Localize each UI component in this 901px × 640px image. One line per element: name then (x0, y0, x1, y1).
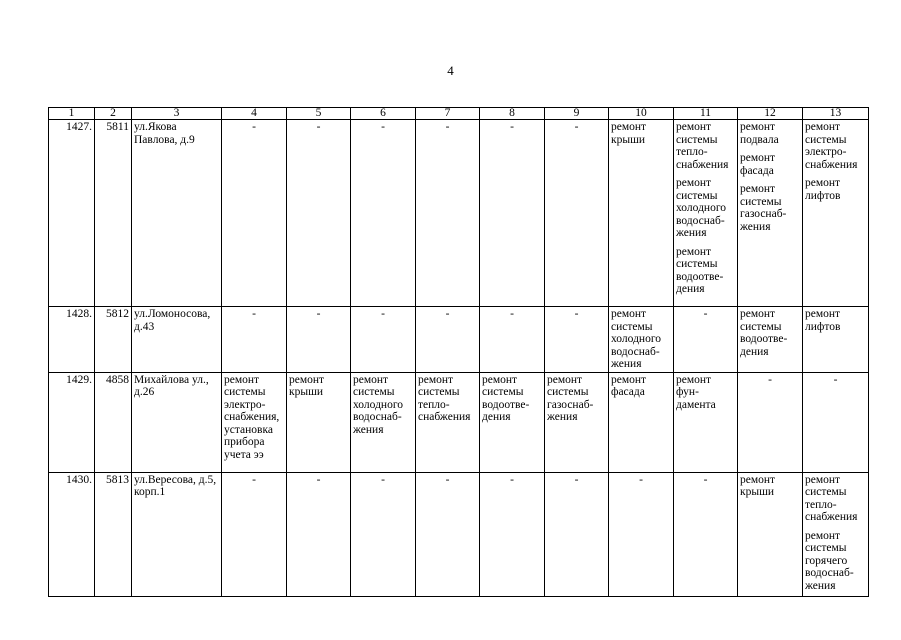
work-cell (222, 372, 287, 472)
work-cell: - (222, 307, 287, 373)
work-item: ремонт системы электро-снабжения (805, 121, 858, 171)
table-row (49, 120, 869, 307)
work-cell (738, 120, 803, 307)
work-cell (609, 307, 674, 373)
work-item: ремонт фасада (611, 373, 647, 398)
work-item: ремонт системы газоснаб-жения (740, 183, 787, 233)
work-cell (351, 372, 416, 472)
work-cell: - (222, 472, 287, 596)
page-number: 4 (447, 63, 454, 78)
column-header: 2 (95, 108, 132, 120)
work-cell: - (416, 307, 480, 373)
work-cell (480, 372, 545, 472)
work-cell (609, 372, 674, 472)
work-cell: - (545, 120, 609, 307)
work-cell: - (287, 472, 351, 596)
work-cell (287, 372, 351, 472)
column-header: 11 (674, 108, 738, 120)
object-code-cell: 5811 (95, 120, 132, 307)
column-header: 7 (416, 108, 480, 120)
work-cell: - (287, 307, 351, 373)
work-item: ремонт системы газоснаб-жения (547, 373, 594, 423)
work-item: ремонт лифтов (805, 177, 841, 202)
work-cell: - (545, 472, 609, 596)
work-item: ремонт системы тепло-снабжения (805, 473, 858, 523)
repair-schedule-table (48, 107, 869, 597)
object-code-cell: 5813 (95, 472, 132, 596)
table-row (49, 307, 869, 373)
work-item: ремонт фасада (740, 152, 776, 177)
work-cell (674, 372, 738, 472)
object-code-cell: 5812 (95, 307, 132, 373)
work-cell: - (609, 472, 674, 596)
work-item: ремонт крыши (289, 373, 325, 398)
column-header: 5 (287, 108, 351, 120)
work-item: ремонт системы водоотве-дения (482, 373, 530, 423)
work-cell: - (416, 120, 480, 307)
work-item: ремонт системы горячего водоснаб-жения (805, 529, 854, 592)
work-cell: - (480, 307, 545, 373)
work-cell: - (351, 120, 416, 307)
object-code-cell: 4858 (95, 372, 132, 472)
address-cell: ул.Ломоносова, д.43 (132, 307, 222, 373)
work-cell (803, 120, 869, 307)
column-header: 9 (545, 108, 609, 120)
work-cell (545, 372, 609, 472)
column-header: 1 (49, 108, 95, 120)
column-header: 8 (480, 108, 545, 120)
column-header: 12 (738, 108, 803, 120)
work-cell: - (222, 120, 287, 307)
address-cell: Михайлова ул., д.26 (132, 372, 222, 472)
work-item: ремонт системы электро-снабжения, установка прибора учета ээ (224, 373, 280, 461)
work-cell: - (545, 307, 609, 373)
address-cell: ул.Якова Павлова, д.9 (132, 120, 222, 307)
work-item: ремонт системы холодного водоснаб-жения (611, 308, 662, 370)
table-header-row (49, 108, 869, 120)
work-cell (738, 307, 803, 373)
work-cell: - (803, 372, 869, 472)
work-cell: - (287, 120, 351, 307)
column-header: 4 (222, 108, 287, 120)
work-item: ремонт системы тепло-снабжения (418, 373, 471, 423)
row-number-cell: 1428. (49, 307, 95, 373)
work-cell: - (674, 472, 738, 596)
work-item: ремонт подвала (740, 121, 779, 146)
column-header: 10 (609, 108, 674, 120)
work-item: ремонт крыши (611, 121, 647, 146)
work-item: ремонт системы водоотве-дения (676, 245, 724, 295)
work-cell: - (480, 472, 545, 596)
work-cell (674, 120, 738, 307)
work-cell: - (351, 472, 416, 596)
work-item: ремонт крыши (740, 473, 776, 498)
work-item: ремонт лифтов (805, 308, 841, 333)
column-header: 6 (351, 108, 416, 120)
work-cell (609, 120, 674, 307)
work-item: ремонт фун-дамента (676, 373, 716, 411)
work-cell: - (416, 472, 480, 596)
work-cell (416, 372, 480, 472)
work-cell: - (738, 372, 803, 472)
table-row (49, 372, 869, 472)
work-cell: - (480, 120, 545, 307)
row-number-cell: 1429. (49, 372, 95, 472)
table-row (49, 472, 869, 596)
work-item: ремонт системы водоотве-дения (740, 308, 788, 358)
work-cell (738, 472, 803, 596)
work-cell: - (674, 307, 738, 373)
column-header: 13 (803, 108, 869, 120)
work-item: ремонт системы холодного водоснаб-жения (676, 177, 727, 239)
work-cell: - (351, 307, 416, 373)
table-body (49, 120, 869, 597)
address-cell: ул.Вересова, д.5, корп.1 (132, 472, 222, 596)
work-item: ремонт системы тепло-снабжения (676, 121, 729, 171)
row-number-cell: 1430. (49, 472, 95, 596)
work-cell (803, 472, 869, 596)
column-header: 3 (132, 108, 222, 120)
row-number-cell: 1427. (49, 120, 95, 307)
work-cell (803, 307, 869, 373)
work-item: ремонт системы холодного водоснаб-жения (353, 373, 404, 436)
